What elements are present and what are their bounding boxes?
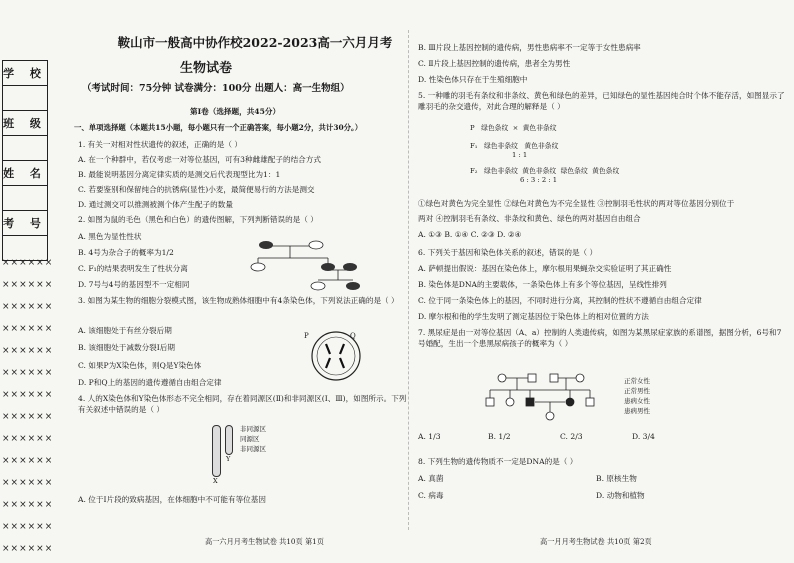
q1-option-b: B. 最能说明基因分离定律实质的是测交后代表现型比为1：1	[78, 170, 281, 179]
field-school-blank	[3, 86, 48, 111]
x-chromosome	[212, 425, 221, 477]
field-name: 姓 名	[3, 161, 48, 186]
exam-subtitle: 生物试卷	[180, 61, 233, 76]
q3-option-d: D. P和Q上的基因的遗传遵循自由组合定律	[78, 378, 222, 387]
q3-stem: 3. 如图为某生物的细胞分裂模式图，该生物成熟体细胞中有4条染色体，下列说法正确的是（ ）	[78, 296, 399, 305]
q2-stem: 2. 如图为鼠的毛色（黑色和白色）的遗传图解，下列判断错误的是（ ）	[78, 215, 318, 224]
field-class-blank	[3, 136, 48, 161]
q5-stem: 5. 一种雕的羽毛有条纹和非条纹、黄色和绿色的差异，已知绿色的显性基因纯合时个体不能存活，如图显示了雕羽毛的杂交遗传，对此合理的解释是（ ）	[418, 91, 785, 111]
q5-p-label: P	[470, 124, 475, 132]
q6-option-d: D. 摩尔根和他的学生发明了测定基因位于染色体上的相对位置的方法	[418, 312, 649, 321]
binding-strip	[0, 58, 70, 563]
seal-line-marks: ××××××	[2, 500, 54, 510]
q5-f1-label: F₁	[470, 142, 478, 150]
q7-option-b: B. 1/2	[488, 432, 511, 441]
footer-right: 高一月月考生物试卷 共10页 第2页	[540, 537, 652, 546]
q5-f2-type4: 黄色条纹	[592, 167, 620, 175]
legend-normal-male: 正常男性	[624, 387, 650, 395]
y-chromosome	[225, 425, 233, 455]
q3-label-p: P	[304, 332, 309, 340]
label-homologous: 同源区	[240, 435, 260, 443]
field-class: 班 级	[3, 111, 48, 136]
exam-title: 鞍山市一般高中协作校2022-2023高一六月月考	[117, 35, 393, 50]
label-nonhomologous-2: 非同源区	[240, 445, 266, 453]
field-number-blank	[3, 236, 48, 261]
q5-p-generation	[470, 122, 557, 132]
q5-p-cross: ×	[512, 124, 519, 132]
q1-option-c: C. 若要鉴别和保留纯合的抗锈病(显性)小麦，最简便易行的方法是测交	[78, 185, 315, 194]
q5-f2-type1: 绿色非条纹	[483, 167, 518, 175]
seal-line-marks: ××××××	[2, 544, 54, 554]
q1-option-a: A. 在一个种群中，若仅考虑一对等位基因，可有3种雌雄配子的结合方式	[78, 155, 321, 164]
q6-stem: 6. 下列关于基因和染色体关系的叙述，错误的是（ ）	[418, 248, 598, 257]
q5-p-parent1: 绿色条纹	[481, 124, 509, 132]
seal-line-marks: ××××××	[2, 258, 54, 268]
q3-option-b: B. 该细胞处于减数分裂Ⅰ后期	[78, 343, 175, 352]
q2-option-d: D. 7号与4号的基因型不一定相同	[78, 280, 190, 289]
q4-option-a: A. 位于Ⅰ片段的致病基因，在体细胞中不可能有等位基因	[78, 495, 266, 504]
column-divider	[408, 30, 409, 530]
q4-option-d: D. 性染色体只存在于生殖细胞中	[418, 75, 528, 84]
mouse-pedigree-figure	[238, 236, 368, 296]
q3-label-q: Q	[350, 332, 356, 340]
seal-line-marks: ××××××	[2, 456, 54, 466]
legend-affected-male: 患病男性	[624, 407, 650, 415]
label-nonhomologous-1: 非同源区	[240, 425, 266, 433]
q6-option-a: A. 萨顿提出假说：基因在染色体上，摩尔根用果蝇杂交实验证明了其正确性	[418, 264, 672, 273]
section-heading: 第Ⅰ卷（选择题，共45分）	[190, 107, 281, 116]
seal-line-marks: ××××××	[2, 522, 54, 532]
seal-line-marks: ××××××	[2, 412, 54, 422]
q4-stem: 4. 人的X染色体和Y染色体形态不完全相同，存在着同源区(Ⅱ)和非同源区(Ⅰ、Ⅲ)，如图所示。下列有关叙述中错误的是（ ）	[78, 394, 407, 414]
q6-option-c: C. 位于同一条染色体上的基因，不同时进行分离，其控制的性状不遵循自由组合定律	[418, 296, 702, 305]
legend-affected-female: 患病女性	[624, 397, 650, 405]
exam-info: （考试时间：75分钟 试卷满分：100分 出题人：高一生物组）	[82, 83, 350, 94]
field-name-blank	[3, 186, 48, 211]
seal-line-marks: ××××××	[2, 368, 54, 378]
seal-line-marks: ××××××	[2, 390, 54, 400]
q7-option-d: D. 3/4	[632, 432, 655, 441]
q7-option-a: A. 1/3	[418, 432, 441, 441]
q5-f2-type2: 黄色非条纹	[522, 167, 557, 175]
footer-left: 高一六月月考生物试卷 共10页 第1页	[205, 537, 324, 546]
q1-stem: 1. 有关一对相对性状遗传的叙述，正确的是（ ）	[78, 140, 242, 149]
q2-option-c: C. F₁的结果表明发生了性状分离	[78, 264, 188, 273]
y-label: Y	[226, 455, 231, 463]
q3-option-a: A. 该细胞处于有丝分裂后期	[78, 326, 172, 335]
student-info-table	[2, 60, 48, 261]
seal-line-marks: ××××××	[2, 324, 54, 334]
q8-stem: 8. 下列生物的遗传物质不一定是DNA的是（ ）	[418, 457, 578, 466]
q8-option-b: B. 原核生物	[596, 474, 637, 483]
q2-option-a: A. 黑色为显性性状	[78, 232, 142, 241]
q5-options: A. ①③ B. ①④ C. ②③ D. ②④	[418, 230, 522, 239]
q5-f2-label: F₂	[470, 167, 478, 175]
q2-option-b: B. 4号为杂合子的概率为1/2	[78, 248, 174, 257]
q1-option-d: D. 通过测交可以推测被测个体产生配子的数量	[78, 200, 233, 209]
q5-f2-ratio: 6 : 3 : 2 : 1	[520, 176, 558, 184]
q5-f2-type3: 绿色条纹	[560, 167, 588, 175]
q5-f1-ratio: 1 : 1	[512, 151, 528, 159]
q5-p-parent2: 黄色非条纹	[522, 124, 557, 132]
seal-line-marks: ××××××	[2, 346, 54, 356]
q5-f1-type2: 黄色非条纹	[524, 142, 559, 150]
field-number: 考 号	[3, 211, 48, 236]
seal-line-marks: ××××××	[2, 302, 54, 312]
q5-f1-generation	[470, 140, 558, 150]
q5-f1-type1: 绿色非条纹	[483, 142, 518, 150]
q8-option-a: A. 真菌	[418, 474, 444, 483]
q7-pedigree-figure	[470, 370, 620, 422]
q7-option-c: C. 2/3	[560, 432, 583, 441]
q5-f2-generation	[470, 165, 619, 175]
q6-option-b: B. 染色体是DNA的主要载体，一条染色体上有多个等位基因，呈线性排列	[418, 280, 667, 289]
q8-option-d: D. 动物和植物	[596, 491, 645, 500]
section-intro: 一、单项选择题（本题共15小题，每小题只有一个正确答案，每小题2分，共计30分。）	[74, 123, 363, 132]
field-school: 学 校	[3, 61, 48, 86]
q3-option-c: C. 如果P为X染色体，则Q是Y染色体	[78, 361, 202, 370]
seal-line-marks: ××××××	[2, 434, 54, 444]
q7-stem: 7. 黑尿症是由一对等位基因（A、a）控制的人类遗传病，如图为某黑尿症家族的系谱图，据图分析，6号和7号婚配，生出一个患黑尿病孩子的概率为（ ）	[418, 328, 782, 348]
q5-statement-1: ①绿色对黄色为完全显性 ②绿色对黄色为不完全显性 ③控制羽毛性状的两对等位基因分别位于	[418, 199, 735, 208]
q5-statement-2: 两对 ④控制羽毛有条纹、非条纹和黄色、绿色的两对基因自由组合	[418, 214, 641, 223]
seal-line-marks: ××××××	[2, 280, 54, 290]
x-label: X	[213, 477, 218, 485]
q8-option-c: C. 病毒	[418, 491, 444, 500]
seal-line-marks: ××××××	[2, 478, 54, 488]
q4-option-b: B. Ⅲ片段上基因控制的遗传病，男性患病率不一定等于女性患病率	[418, 43, 641, 52]
q4-option-c: C. Ⅱ片段上基因控制的遗传病，患者全为男性	[418, 59, 571, 68]
legend-normal-female: 正常女性	[624, 377, 650, 385]
